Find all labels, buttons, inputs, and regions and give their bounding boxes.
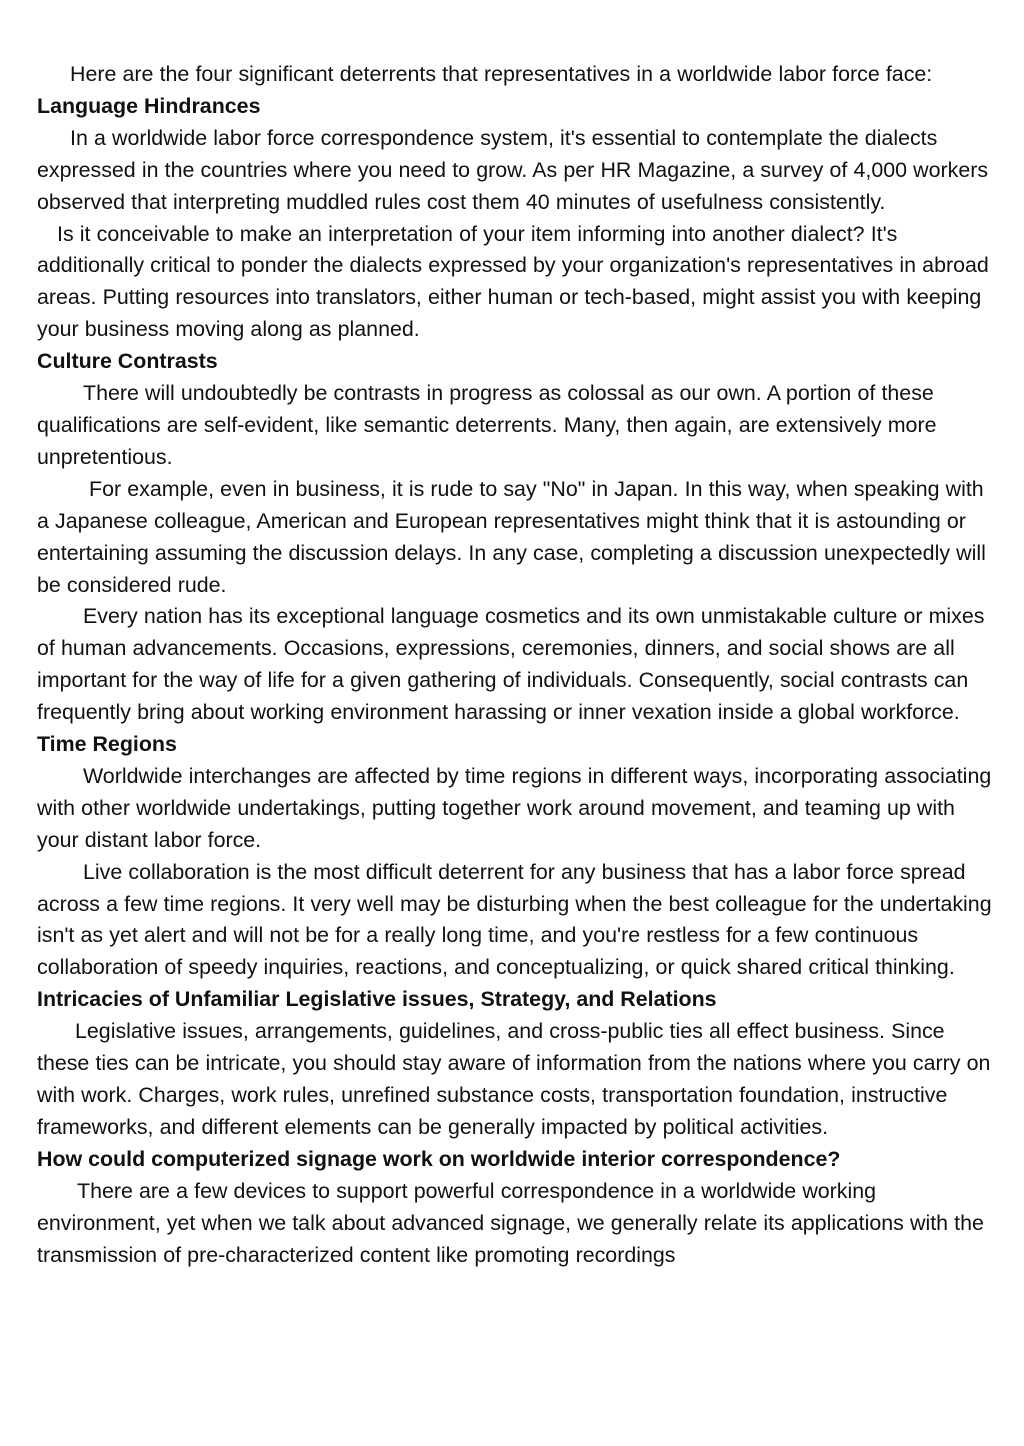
section-heading-language: Language Hindrances bbox=[37, 93, 261, 118]
intro-paragraph: Here are the four significant deterrents that representatives in a worldwide labor force face: bbox=[70, 62, 933, 86]
culture-paragraph-1: There will undoubtedly be contrasts in progress as colossal as our own. A portion of these qualifications are self-evident, like semantic deterrents. Many, then again, are extensively more unpretentious. bbox=[37, 381, 937, 469]
culture-paragraph-2: For example, even in business, it is rude to say "No" in Japan. In this way, when speaking with a Japanese colleague, American and European representatives might think that it is astounding or entertaining assuming the discussion delays. In any case, completing a discussion unexpectedly will be considered rude. bbox=[37, 476, 986, 597]
section-heading-legislative: Intricacies of Unfamiliar Legislative issues, Strategy, and Relations bbox=[37, 987, 717, 1012]
section-heading-time-regions: Time Regions bbox=[37, 732, 177, 757]
culture-paragraph-3: Every nation has its exceptional language cosmetics and its own unmistakable culture or mixes of human advancements. Occasions, expressions, ceremonies, dinners, and social shows are all important for the way of life for a given gathering of individuals. Consequently, social contrasts can frequently bring about working environment harassing or inner vexation inside a global workforce. bbox=[37, 604, 985, 725]
time-paragraph-2: Live collaboration is the most difficult deterrent for any business that has a labor force spread across a few time regions. It very well may be disturbing when the best colleague for the undertaking isn't as yet alert and will not be for a really long time, and you're restless for a few continuous collaboration of speedy inquiries, reactions, and conceptualizing, or quick shared critical thinking. bbox=[37, 859, 992, 980]
legislative-paragraph-1: Legislative issues, arrangements, guidelines, and cross-public ties all effect business. Since these ties can be intricate, you should stay aware of information from the nations where you carry on with work. Charges, work rules, unrefined substance costs, transportation foundation, instructive frameworks, and different elements can be generally impacted by political activities. bbox=[37, 1019, 991, 1139]
signage-paragraph-1: There are a few devices to support powerful correspondence in a worldwide working environment, yet when we talk about advanced signage, we generally relate its applications with the transmission of pre-characterized content like promoting recordings bbox=[37, 1178, 984, 1267]
time-paragraph-1: Worldwide interchanges are affected by time regions in different ways, incorporating associating with other worldwide undertakings, putting together work around movement, and teaming up with your distant labor force. bbox=[37, 763, 992, 852]
section-heading-culture: Culture Contrasts bbox=[37, 349, 218, 374]
language-paragraph-1: In a worldwide labor force correspondence system, it's essential to contemplate the dialects expressed in the countries where you need to grow. As per HR Magazine, a survey of 4,000 workers observed that interpreting muddled rules cost them 40 minutes of usefulness consistently. bbox=[37, 125, 989, 214]
language-paragraph-2: Is it conceivable to make an interpretation of your item informing into another dialect? It's additionally critical to ponder the dialects expressed by your organization's representatives in abroad areas. Putting resources into translators, either human or tech-based, might assist you with keeping your business moving along as planned. bbox=[37, 221, 989, 342]
section-heading-signage: How could computerized signage work on worldwide interior correspondence? bbox=[37, 1146, 841, 1171]
